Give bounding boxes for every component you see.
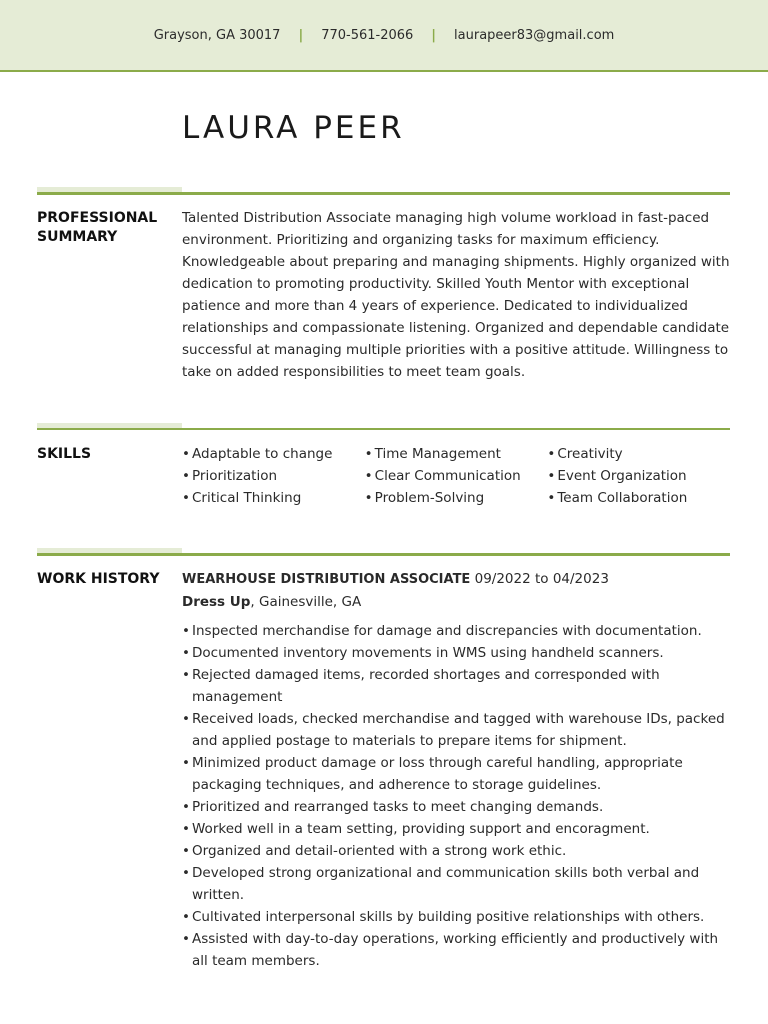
duty-item: • Documented inventory movements in WMS using handheld scanners. [182,642,730,664]
skill-item: • Creativity [547,443,730,465]
duty-item: • Organized and detail-oriented with a strong work ethic. [182,840,730,862]
skill-item: • Adaptable to change [182,443,365,465]
skills-column [547,443,730,509]
skills-grid [182,443,730,509]
section-divider [37,423,730,431]
duty-item: • Worked well in a team setting, providing support and encoragment. [182,818,730,840]
skills-section [37,423,730,506]
employer-name: Dress Up [182,594,251,610]
skills-heading: SKILLS [37,446,92,462]
skill-item: • Critical Thinking [182,487,365,509]
summary-text: Talented Distribution Associate managing high volume workload in fast-paced environment. Prioritizing and organizing tasks for maximum efficiency. Knowledgeable about preparing and managing shipments. Highly organized with dedication to promoting productivity. Skilled Youth Mentor with exceptional patience and more than 4 years of experience. Dedicated to individualized relationships and compassionate listening. Organized and dependable candidate successful at managing multiple priorities with a positive attitude. Willingness to take on added responsibilities to meet team goals. [182,210,730,380]
professional-summary-section [37,187,730,380]
duty-item: • Minimized product damage or loss through careful handling, appropriate packaging techniques, and adherence to storage guidelines. [182,752,730,796]
contact-address: Grayson, GA 30017 [153,27,281,43]
contact-separator: | [431,27,437,43]
work-history-section [37,548,730,969]
work-history-heading: WORK HISTORY [37,571,160,587]
skill-item: • Clear Communication [365,465,548,487]
section-divider [37,548,730,556]
skill-item: • Prioritization [182,465,365,487]
job-title-line [182,568,730,591]
job-entry [182,568,730,972]
summary-heading: PROFESSIONAL SUMMARY [37,210,158,245]
section-divider [37,187,730,195]
summary-body [182,207,730,383]
duty-item: • Assisted with day-to-day operations, working efficiently and productively with all team members. [182,928,730,972]
skill-item: • Problem-Solving [365,487,548,509]
candidate-name: LAURA PEER [182,110,405,146]
skill-item: • Team Collaboration [547,487,730,509]
duty-item: • Developed strong organizational and communication skills both verbal and written. [182,862,730,906]
skills-column [182,443,365,509]
duty-item: • Received loads, checked merchandise and tagged with warehouse IDs, packed and applied postage to materials to prepare items for shipment. [182,708,730,752]
contact-bar [0,0,768,72]
employer-line [182,591,730,613]
contact-separator: | [298,27,304,43]
duty-item: • Prioritized and rearranged tasks to meet changing demands. [182,796,730,818]
job-location: , Gainesville, GA [250,594,362,610]
duty-item: • Rejected damaged items, recorded shortages and corresponded with management [182,664,730,708]
duty-item: • Cultivated interpersonal skills by building positive relationships with others. [182,906,730,928]
job-title: WEARHOUSE DISTRIBUTION ASSOCIATE [182,572,471,587]
job-dates: 09/2022 to 04/2023 [474,571,609,587]
skills-column [365,443,548,509]
duty-item: • Inspected merchandise for damage and discrepancies with documentation. [182,620,730,642]
duties-list [182,620,730,972]
contact-phone: 770-561-2066 [321,27,414,43]
skill-item: • Time Management [365,443,548,465]
skill-item: • Event Organization [547,465,730,487]
contact-email: laurapeer83@gmail.com [454,27,615,43]
